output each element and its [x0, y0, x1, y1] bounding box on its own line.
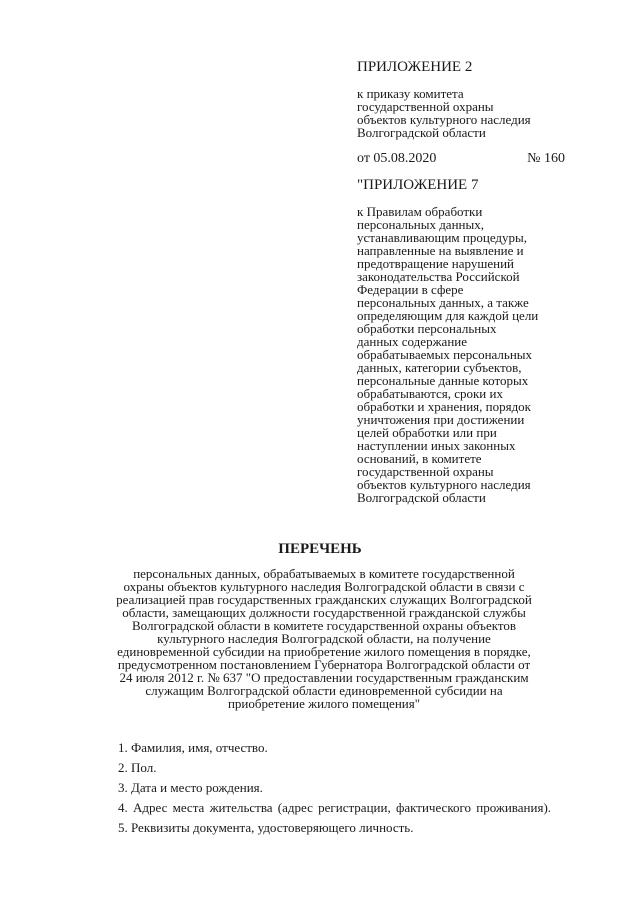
list-title: ПЕРЕЧЕНЬ — [278, 541, 362, 557]
appendix-7-title: "ПРИЛОЖЕНИЕ 7 — [357, 177, 479, 193]
list-item: 2. Пол. — [118, 760, 157, 775]
list-item: 3. Дата и место рождения. — [118, 780, 263, 795]
list-item: 1. Фамилия, имя, отчество. — [118, 740, 268, 755]
appendix-7-reference: к Правилам обработки персональных данных, устанавливающим процедуры, направленные на выявление и предотвращение нарушений законодательства Российской Федерации в сфере персональных данных, а также определяющим для каждой цели обработки персональных данных содержание обрабатываемых персональных данных, категории субъектов, персональные данные которых обрабатываются, сроки их обработки и хранения, порядок уничтожения при достижении целей обработки или при наступлении иных законных оснований, в комитете государственной охраны объектов культурного наследия Волгоградской области — [357, 204, 539, 505]
order-date: от 05.08.2020 — [357, 151, 437, 166]
order-number: № 160 — [527, 151, 565, 166]
data-items-list — [86, 738, 570, 838]
list-item: 4. Адрес места жительства (адрес регистрации, фактического проживания). — [118, 800, 552, 815]
list-subtitle: персональных данных, обрабатываемых в комитете государственной охраны объектов культурного наследия Волгоградской области в связи с реализацией прав государственных гражданских служащих Волгоградской области, замещающих должности государственной гражданской службы Волгоградской области в комитете государственной охраны объектов культурного наследия Волгоградской области, на получение единовременной субсидии на приобретение жилого помещения в порядке, предусмотренном постановлением Губернатора Волгоградской области от 24 июля 2012 г. № 637 "О предоставлении государственным гражданским служащим Волгоградской области единовременной субсидии на приобретение жилого помещения" — [116, 566, 532, 711]
appendix-2-title: ПРИЛОЖЕНИЕ 2 — [357, 59, 473, 75]
appendix-2-reference: к приказу комитета государственной охраны объектов культурного наследия Волгоградской области — [357, 86, 531, 140]
order-date-number — [357, 151, 565, 167]
list-item: 5. Реквизиты документа, удостоверяющего личность. — [118, 820, 414, 835]
